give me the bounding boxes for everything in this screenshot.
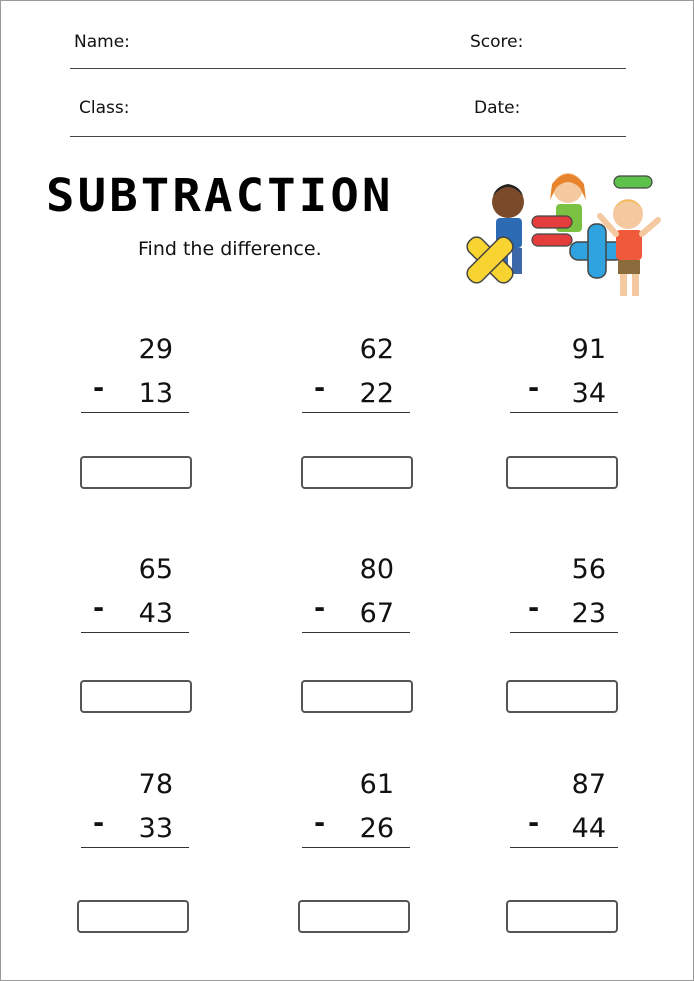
- minuend: 91: [571, 334, 606, 365]
- answer-box-5[interactable]: [301, 680, 413, 713]
- date-label: Date:: [474, 98, 521, 118]
- minuend: 29: [138, 334, 173, 365]
- problem-1: [81, 330, 191, 424]
- minus-sign: -: [314, 593, 326, 624]
- name-score-line[interactable]: [70, 68, 626, 69]
- problem-3: [510, 330, 620, 424]
- minus-sign: -: [528, 373, 540, 404]
- subtrahend: 22: [359, 378, 394, 409]
- answer-line: [302, 412, 410, 413]
- answer-box-2[interactable]: [301, 456, 413, 489]
- minuend: 61: [359, 769, 394, 800]
- answer-box-7[interactable]: [77, 900, 189, 933]
- subtrahend: 23: [571, 598, 606, 629]
- score-label: Score:: [470, 32, 524, 52]
- answer-line: [510, 847, 618, 848]
- minus-sign: -: [93, 373, 105, 404]
- subtrahend: 67: [359, 598, 394, 629]
- minus-sign: -: [528, 808, 540, 839]
- subtrahend: 33: [138, 813, 173, 844]
- problem-6: [510, 550, 620, 644]
- class-label: Class:: [79, 98, 130, 118]
- minus-sign: -: [93, 808, 105, 839]
- answer-box-4[interactable]: [80, 680, 192, 713]
- answer-line: [81, 412, 189, 413]
- worksheet-title: SUBTRACTION: [46, 169, 394, 222]
- minuend: 78: [138, 769, 173, 800]
- subtrahend: 13: [138, 378, 173, 409]
- answer-line: [510, 632, 618, 633]
- answer-line: [510, 412, 618, 413]
- minus-symbol: [614, 176, 652, 188]
- minus-sign: -: [314, 808, 326, 839]
- name-label: Name:: [74, 32, 130, 52]
- answer-line: [81, 632, 189, 633]
- subtrahend: 34: [571, 378, 606, 409]
- minuend: 56: [571, 554, 606, 585]
- problem-2: [302, 330, 412, 424]
- subtrahend: 26: [359, 813, 394, 844]
- subtrahend: 43: [138, 598, 173, 629]
- minuend: 87: [571, 769, 606, 800]
- kids-math-illustration: [460, 160, 670, 310]
- minuend: 65: [138, 554, 173, 585]
- subtrahend: 44: [571, 813, 606, 844]
- problem-9: [510, 765, 620, 859]
- answer-line: [302, 632, 410, 633]
- minuend: 62: [359, 334, 394, 365]
- problem-8: [302, 765, 412, 859]
- answer-line: [81, 847, 189, 848]
- minus-sign: -: [314, 373, 326, 404]
- answer-box-3[interactable]: [506, 456, 618, 489]
- answer-box-6[interactable]: [506, 680, 618, 713]
- class-date-line[interactable]: [70, 136, 626, 137]
- answer-box-9[interactable]: [506, 900, 618, 933]
- answer-line: [302, 847, 410, 848]
- instruction-text: Find the difference.: [138, 238, 322, 260]
- minus-sign: -: [93, 593, 105, 624]
- minus-sign: -: [528, 593, 540, 624]
- minuend: 80: [359, 554, 394, 585]
- problem-4: [81, 550, 191, 644]
- answer-box-8[interactable]: [298, 900, 410, 933]
- problem-7: [81, 765, 191, 859]
- problem-5: [302, 550, 412, 644]
- answer-box-1[interactable]: [80, 456, 192, 489]
